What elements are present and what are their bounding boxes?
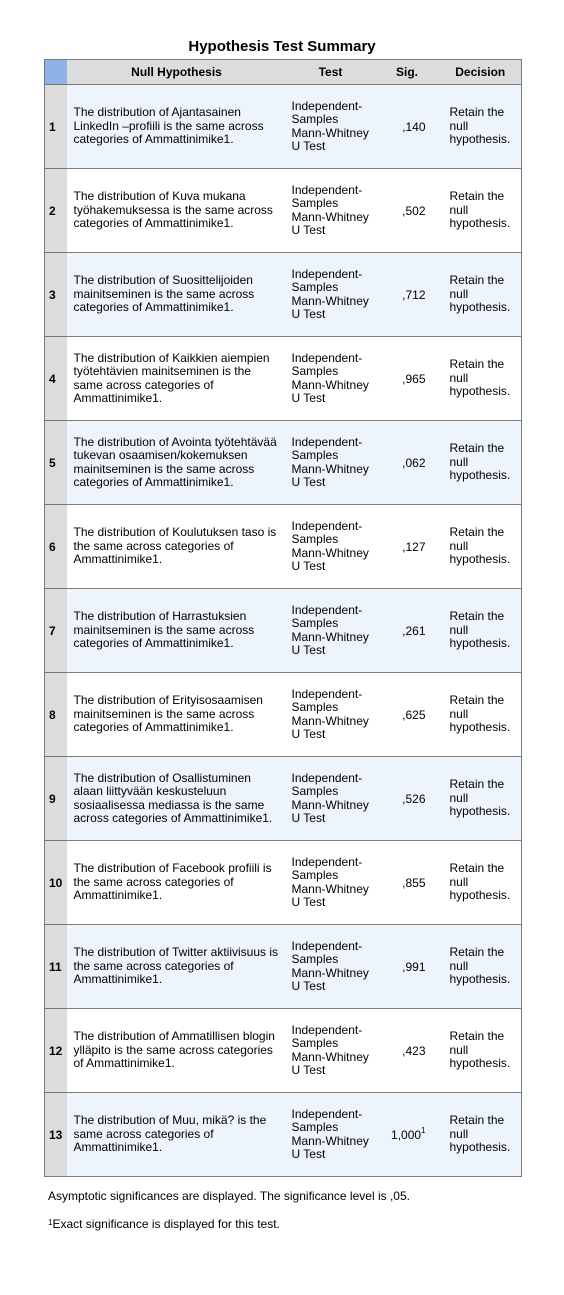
decision-cell: Retain the null hypothesis. <box>440 673 522 757</box>
sig-value: ,625 <box>402 707 426 722</box>
sig-footnote-marker: 1 <box>421 1125 426 1135</box>
test-cell: Independent-Samples Mann-Whitney U Test <box>287 421 375 505</box>
header-sig: Sig. <box>375 60 440 85</box>
sig-value: ,062 <box>402 455 426 470</box>
test-cell: Independent-Samples Mann-Whitney U Test <box>287 169 375 253</box>
null-hypothesis-cell: The distribution of Osallistuminen alaan liittyvään keskusteluun sosiaalisessa mediassa is the same across categories of Ammattinimike1. <box>67 757 287 841</box>
sig-value: ,965 <box>402 371 426 386</box>
sig-value: ,712 <box>402 287 426 302</box>
table-row <box>45 337 522 421</box>
null-hypothesis-cell: The distribution of Kuva mukana työhakemuksessa is the same across categories of Ammattinimike1. <box>67 169 287 253</box>
sig-value: ,526 <box>402 791 426 806</box>
footnote-exact <box>48 1216 280 1232</box>
table-row <box>45 589 522 673</box>
null-hypothesis-cell: The distribution of Suosittelijoiden mainitseminen is the same across categories of Ammattinimike1. <box>67 253 287 337</box>
test-cell: Independent-Samples Mann-Whitney U Test <box>287 589 375 673</box>
decision-cell: Retain the null hypothesis. <box>440 169 522 253</box>
sig-cell <box>375 1009 440 1093</box>
sig-cell <box>375 505 440 589</box>
sig-value: ,855 <box>402 875 426 890</box>
sig-value: ,261 <box>402 623 426 638</box>
null-hypothesis-cell: The distribution of Koulutuksen taso is the same across categories of Ammattinimike1. <box>67 505 287 589</box>
sig-cell <box>375 169 440 253</box>
test-cell: Independent-Samples Mann-Whitney U Test <box>287 1009 375 1093</box>
sig-cell <box>375 337 440 421</box>
table-row <box>45 169 522 253</box>
test-cell: Independent-Samples Mann-Whitney U Test <box>287 253 375 337</box>
row-number: 9 <box>45 757 67 841</box>
null-hypothesis-cell: The distribution of Harrastuksien mainitseminen is the same across categories of Ammattinimike1. <box>67 589 287 673</box>
sig-value: 1,000 <box>391 1127 422 1142</box>
table-row <box>45 1093 522 1177</box>
null-hypothesis-cell: The distribution of Ammatillisen blogin ylläpito is the same across categories of Ammattinimike1. <box>67 1009 287 1093</box>
row-number: 5 <box>45 421 67 505</box>
table-row <box>45 757 522 841</box>
row-number: 12 <box>45 1009 67 1093</box>
header-decision: Decision <box>440 60 522 85</box>
row-number: 11 <box>45 925 67 1009</box>
null-hypothesis-cell: The distribution of Erityisosaamisen mainitseminen is the same across categories of Ammattinimike1. <box>67 673 287 757</box>
header-null-hypothesis: Null Hypothesis <box>67 60 287 85</box>
table-row <box>45 673 522 757</box>
sig-value: ,502 <box>402 203 426 218</box>
test-cell: Independent-Samples Mann-Whitney U Test <box>287 925 375 1009</box>
row-number: 1 <box>45 85 67 169</box>
decision-cell: Retain the null hypothesis. <box>440 1093 522 1177</box>
sig-cell <box>375 841 440 925</box>
table-row <box>45 925 522 1009</box>
sig-cell <box>375 925 440 1009</box>
null-hypothesis-cell: The distribution of Facebook profiili is the same across categories of Ammattinimike1. <box>67 841 287 925</box>
sig-cell <box>375 1093 440 1177</box>
sig-cell <box>375 589 440 673</box>
decision-cell: Retain the null hypothesis. <box>440 337 522 421</box>
sig-value: ,127 <box>402 539 426 554</box>
footnote-marker: 1 <box>48 1218 53 1227</box>
decision-cell: Retain the null hypothesis. <box>440 421 522 505</box>
table-row <box>45 421 522 505</box>
test-cell: Independent-Samples Mann-Whitney U Test <box>287 757 375 841</box>
decision-cell: Retain the null hypothesis. <box>440 589 522 673</box>
decision-cell: Retain the null hypothesis. <box>440 757 522 841</box>
table-row <box>45 1009 522 1093</box>
table-row <box>45 253 522 337</box>
decision-cell: Retain the null hypothesis. <box>440 505 522 589</box>
sig-cell <box>375 673 440 757</box>
footnote-exact-text: Exact significance is displayed for this test. <box>52 1217 280 1231</box>
row-number: 13 <box>45 1093 67 1177</box>
table-row <box>45 505 522 589</box>
row-number: 2 <box>45 169 67 253</box>
header-test: Test <box>287 60 375 85</box>
row-number: 4 <box>45 337 67 421</box>
table-header-row <box>45 60 522 85</box>
sig-value: ,423 <box>402 1043 426 1058</box>
test-cell: Independent-Samples Mann-Whitney U Test <box>287 505 375 589</box>
hypothesis-summary-table <box>44 59 522 1177</box>
row-number: 8 <box>45 673 67 757</box>
footnote-asymptotic: Asymptotic significances are displayed. The significance level is ,05. <box>48 1189 410 1203</box>
table-row <box>45 841 522 925</box>
sig-value: ,991 <box>402 959 426 974</box>
null-hypothesis-cell: The distribution of Avointa työtehtävää tukevan osaamisen/kokemuksen mainitseminen is the same across categories of Ammattinimike1. <box>67 421 287 505</box>
sig-value: ,140 <box>402 119 426 134</box>
row-number: 7 <box>45 589 67 673</box>
row-number: 6 <box>45 505 67 589</box>
decision-cell: Retain the null hypothesis. <box>440 253 522 337</box>
decision-cell: Retain the null hypothesis. <box>440 1009 522 1093</box>
test-cell: Independent-Samples Mann-Whitney U Test <box>287 337 375 421</box>
null-hypothesis-cell: The distribution of Ajantasainen LinkedIn –profiili is the same across categories of Ammattinimike1. <box>67 85 287 169</box>
sig-cell <box>375 421 440 505</box>
row-number: 3 <box>45 253 67 337</box>
table-row <box>45 85 522 169</box>
test-cell: Independent-Samples Mann-Whitney U Test <box>287 1093 375 1177</box>
sig-cell <box>375 253 440 337</box>
sig-cell <box>375 85 440 169</box>
decision-cell: Retain the null hypothesis. <box>440 841 522 925</box>
sig-cell <box>375 757 440 841</box>
test-cell: Independent-Samples Mann-Whitney U Test <box>287 841 375 925</box>
test-cell: Independent-Samples Mann-Whitney U Test <box>287 673 375 757</box>
row-number: 10 <box>45 841 67 925</box>
decision-cell: Retain the null hypothesis. <box>440 925 522 1009</box>
decision-cell: Retain the null hypothesis. <box>440 85 522 169</box>
null-hypothesis-cell: The distribution of Kaikkien aiempien työtehtävien mainitseminen is the same across categories of Ammattinimike1. <box>67 337 287 421</box>
test-cell: Independent-Samples Mann-Whitney U Test <box>287 85 375 169</box>
null-hypothesis-cell: The distribution of Twitter aktiivisuus is the same across categories of Ammattinimike1. <box>67 925 287 1009</box>
table-body <box>45 85 522 1177</box>
header-corner-cell <box>45 60 67 85</box>
table-title: Hypothesis Test Summary <box>188 38 376 55</box>
null-hypothesis-cell: The distribution of Muu, mikä? is the same across categories of Ammattinimike1. <box>67 1093 287 1177</box>
